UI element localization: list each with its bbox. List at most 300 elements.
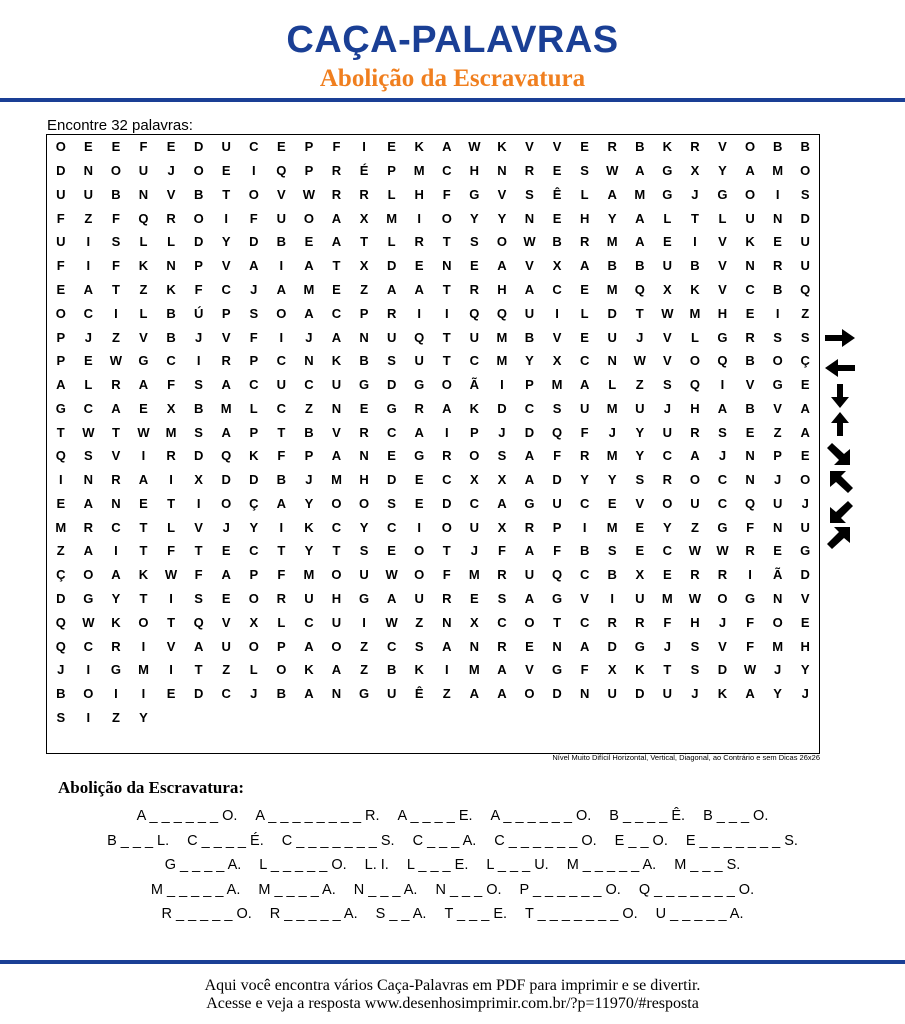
- grid-cell: C: [249, 543, 259, 559]
- grid-cell: U: [800, 234, 810, 250]
- grid-cell: Y: [221, 234, 231, 250]
- grid-cell: S: [194, 590, 203, 606]
- grid-cell: S: [497, 448, 507, 464]
- grid-cell: T: [139, 519, 148, 535]
- hint-word: L. I.: [364, 857, 389, 874]
- grid-cell: X: [194, 472, 203, 488]
- grid-cell: O: [717, 590, 728, 606]
- grid-cell: E: [139, 495, 148, 511]
- grid-cell: E: [387, 543, 396, 559]
- grid-cell: W: [688, 543, 702, 559]
- grid-cell: Y: [663, 519, 672, 535]
- grid-cell: Z: [111, 329, 120, 345]
- grid-cell: E: [359, 400, 369, 416]
- arrow-down-right-icon: [822, 440, 858, 468]
- grid-cell: N: [359, 448, 369, 464]
- grid-cell: F: [277, 567, 286, 583]
- grid-cell: D: [221, 472, 231, 488]
- grid-cell: B: [607, 258, 617, 274]
- grid-cell: E: [332, 281, 341, 297]
- arrow-up-icon: [822, 410, 858, 438]
- grid-cell: W: [302, 186, 316, 202]
- grid-cell: E: [580, 329, 589, 345]
- grid-cell: T: [277, 424, 286, 440]
- grid-cell: A: [524, 281, 535, 297]
- grid-cell: U: [607, 686, 617, 702]
- grid-cell: A: [414, 424, 424, 440]
- grid-cell: J: [774, 662, 782, 678]
- grid-cell: I: [279, 519, 284, 535]
- grid-cell: C: [83, 638, 94, 654]
- grid-cell: G: [552, 590, 563, 606]
- hint-word: L _ _ _ U.: [486, 857, 549, 874]
- grid-cell: W: [743, 662, 757, 678]
- grid-cell: E: [414, 258, 424, 274]
- grid-cell: U: [414, 590, 424, 606]
- grid-cell: R: [331, 186, 342, 202]
- grid-cell: H: [497, 281, 507, 297]
- grid-cell: I: [86, 662, 91, 678]
- hint-word: P _ _ _ _ _ _ O.: [519, 881, 621, 898]
- grid-cell: A: [469, 686, 480, 702]
- hint-word: Q _ _ _ _ _ _ _ O.: [638, 881, 755, 898]
- grid-cell: Q: [634, 281, 645, 297]
- grid-cell: B: [276, 686, 287, 702]
- grid-cell: M: [220, 400, 232, 416]
- grid-cell: M: [331, 472, 342, 488]
- grid-cell: A: [386, 281, 397, 297]
- grid-cell: R: [111, 377, 121, 393]
- grid-cell: R: [607, 614, 617, 630]
- grid-cell: P: [304, 448, 314, 464]
- hint-line: [40, 902, 865, 927]
- grid-cell: I: [196, 495, 201, 511]
- hint-word: C _ _ _ A.: [412, 832, 477, 849]
- grid-cell: O: [55, 139, 66, 155]
- grid-cell: J: [470, 543, 478, 559]
- grid-cell: G: [745, 590, 756, 606]
- grid-cell: I: [86, 234, 91, 250]
- grid-cell: O: [331, 495, 342, 511]
- grid-cell: C: [717, 495, 728, 511]
- grid-cell: G: [717, 186, 728, 202]
- grid-cell: E: [580, 139, 589, 155]
- grid-cell: D: [193, 686, 204, 702]
- grid-cell: E: [414, 472, 424, 488]
- grid-cell: Y: [249, 519, 259, 535]
- grid-cell: G: [469, 186, 480, 202]
- grid-cell: I: [141, 638, 146, 654]
- grid-cell: G: [55, 400, 66, 416]
- grid-cell: N: [331, 686, 342, 702]
- grid-cell: I: [582, 519, 587, 535]
- grid-cell: G: [359, 686, 370, 702]
- grid-cell: I: [417, 210, 422, 226]
- grid-cell: X: [497, 519, 507, 535]
- grid-cell: N: [83, 472, 94, 488]
- grid-cell: H: [414, 186, 424, 202]
- grid-cell: P: [249, 567, 259, 583]
- grid-cell: X: [497, 472, 507, 488]
- grid-cell: O: [469, 448, 480, 464]
- grid-cell: A: [524, 472, 535, 488]
- grid-cell: V: [718, 638, 727, 654]
- grid-cell: D: [386, 258, 397, 274]
- grid-cell: E: [773, 234, 782, 250]
- grid-cell: W: [137, 424, 150, 440]
- hint-line: [40, 804, 865, 829]
- grid-cell: V: [552, 329, 562, 345]
- grid-cell: O: [524, 686, 535, 702]
- footer-line-1: Aqui você encontra vários Caça-Palavras em PDF para imprimir e se divertir.: [204, 977, 701, 994]
- grid-cell: N: [331, 400, 342, 416]
- grid-cell: N: [607, 353, 617, 369]
- grid-cell: T: [139, 543, 148, 559]
- hint-word: C _ _ _ _ _ _ O.: [494, 832, 597, 849]
- hint-word: N _ _ _ O.: [435, 881, 502, 898]
- grid-cell: A: [442, 638, 452, 654]
- grid-cell: I: [362, 614, 366, 630]
- grid-cell: B: [745, 353, 755, 369]
- grid-cell: B: [772, 281, 783, 297]
- grid-cell: N: [772, 590, 783, 606]
- hint-word: L _ _ _ E.: [406, 857, 469, 874]
- grid-cell: A: [221, 377, 231, 393]
- grid-cell: B: [111, 186, 121, 202]
- grid-cell: A: [331, 662, 342, 678]
- hint-word: M _ _ _ S.: [674, 857, 741, 874]
- grid-cell: K: [138, 258, 149, 274]
- grid-cell: T: [56, 424, 65, 440]
- grid-cell: O: [193, 163, 204, 179]
- grid-cell: Z: [773, 424, 782, 440]
- grid-cell: V: [166, 638, 176, 654]
- grid-cell: J: [305, 329, 313, 345]
- grid-cell: M: [606, 519, 618, 535]
- grid-cell: X: [552, 353, 562, 369]
- grid-cell: W: [82, 424, 95, 440]
- grid-cell: X: [470, 614, 479, 630]
- grid-cell: B: [166, 329, 176, 345]
- grid-cell: Ã: [772, 567, 783, 583]
- grid-cell: I: [224, 210, 229, 226]
- grid-cell: M: [772, 638, 784, 654]
- grid-cell: R: [359, 424, 369, 440]
- grid-cell: C: [662, 543, 673, 559]
- hint-word: M _ _ _ _ _ A.: [566, 857, 657, 874]
- grid-cell: T: [663, 662, 672, 678]
- grid-cell: U: [469, 329, 480, 345]
- grid-cell: R: [442, 590, 452, 606]
- grid-cell: E: [84, 353, 93, 369]
- grid-cell: G: [359, 590, 370, 606]
- grid-cell: M: [772, 163, 784, 179]
- grid-cell: X: [552, 258, 562, 274]
- grid-cell: I: [417, 519, 422, 535]
- grid-cell: B: [359, 353, 369, 369]
- grid-cell: S: [387, 353, 396, 369]
- grid-cell: R: [635, 614, 645, 630]
- arrow-down-left-icon: [822, 498, 858, 526]
- grid-cell: C: [552, 281, 562, 297]
- grid-cell: B: [635, 139, 645, 155]
- grid-cell: H: [331, 590, 342, 606]
- grid-cell: O: [800, 472, 811, 488]
- grid-cell: R: [221, 353, 231, 369]
- grid-cell: I: [196, 353, 201, 369]
- grid-cell: U: [56, 234, 66, 250]
- grid-cell: I: [58, 472, 63, 488]
- grid-cell: J: [691, 186, 699, 202]
- word-search-grid: [46, 134, 820, 754]
- grid-cell: O: [441, 210, 452, 226]
- grid-cell: R: [524, 163, 535, 179]
- grid-cell: Y: [304, 495, 314, 511]
- grid-cell: I: [500, 377, 504, 393]
- grid-cell: M: [606, 281, 618, 297]
- grid-cell: E: [111, 139, 121, 155]
- grid-cell: A: [221, 424, 231, 440]
- grid-cell: Q: [55, 614, 66, 630]
- grid-cell: V: [663, 329, 672, 345]
- grid-cell: J: [663, 400, 671, 416]
- grid-cell: H: [717, 305, 728, 321]
- hint-word: C _ _ _ _ É.: [187, 832, 264, 849]
- grid-cell: I: [114, 543, 118, 559]
- grid-cell: C: [524, 400, 535, 416]
- grid-cell: E: [470, 590, 479, 606]
- grid-cell: A: [138, 377, 149, 393]
- hint-word: E _ _ _ _ _ _ _ S.: [685, 832, 798, 849]
- grid-cell: V: [718, 258, 727, 274]
- grid-cell: I: [775, 186, 780, 202]
- grid-cell: E: [525, 638, 534, 654]
- grid-cell: V: [525, 662, 534, 678]
- grid-cell: C: [249, 139, 259, 155]
- grid-cell: O: [248, 590, 259, 606]
- grid-cell: I: [169, 590, 173, 606]
- grid-cell: K: [717, 686, 728, 702]
- grid-cell: E: [221, 590, 231, 606]
- grid-cell: K: [304, 662, 314, 678]
- grid-cell: G: [359, 377, 370, 393]
- grid-cell: A: [386, 590, 397, 606]
- grid-cell: R: [745, 329, 755, 345]
- hint-word: B _ _ _ _ Ê.: [609, 808, 686, 825]
- grid-cell: O: [248, 638, 259, 654]
- grid-cell: U: [276, 377, 287, 393]
- grid-cell: A: [249, 258, 259, 274]
- grid-cell: C: [331, 305, 342, 321]
- grid-cell: M: [138, 662, 149, 678]
- grid-cell: A: [331, 210, 342, 226]
- grid-cell: O: [662, 495, 673, 511]
- grid-cell: A: [497, 686, 507, 702]
- grid-cell: S: [470, 234, 479, 250]
- grid-cell: U: [83, 186, 94, 202]
- grid-cell: V: [635, 495, 645, 511]
- grid-cell: T: [442, 353, 451, 369]
- grid-cell: V: [525, 258, 534, 274]
- grid-cell: W: [109, 353, 123, 369]
- grid-cell: T: [442, 329, 451, 345]
- grid-cell: S: [194, 377, 203, 393]
- grid-cell: O: [772, 614, 783, 630]
- grid-cell: E: [166, 686, 176, 702]
- grid-cell: J: [718, 448, 727, 464]
- grid-cell: E: [166, 139, 176, 155]
- grid-cell: T: [167, 495, 176, 511]
- grid-cell: E: [304, 234, 314, 250]
- grid-cell: R: [497, 567, 507, 583]
- grid-cell: R: [414, 400, 424, 416]
- grid-cell: O: [276, 662, 287, 678]
- grid-cell: D: [524, 424, 535, 440]
- grid-cell: N: [772, 210, 783, 226]
- grid-cell: I: [86, 258, 91, 274]
- grid-cell: E: [84, 139, 93, 155]
- grid-cell: R: [772, 258, 783, 274]
- grid-cell: M: [468, 567, 480, 583]
- grid-cell: S: [635, 472, 645, 488]
- page-title: CAÇA-PALAVRAS: [286, 19, 619, 61]
- grid-cell: Z: [84, 210, 93, 226]
- grid-cell: O: [331, 638, 342, 654]
- grid-cell: D: [800, 210, 810, 226]
- grid-cell: E: [139, 400, 148, 416]
- hint-word: R _ _ _ _ _ O.: [161, 906, 252, 923]
- instruction-text: Encontre 32 palavras:: [47, 117, 193, 134]
- grid-cell: Y: [111, 590, 121, 606]
- grid-cell: D: [249, 234, 259, 250]
- footer-line-2: Acesse e veja a resposta www.desenhosimprimir.com.br/?p=11970/#resposta: [206, 995, 699, 1012]
- hint-word: S _ _ A.: [375, 906, 427, 923]
- grid-cell: I: [417, 305, 422, 321]
- grid-cell: P: [304, 139, 314, 155]
- grid-cell: O: [83, 567, 94, 583]
- grid-cell: A: [800, 400, 810, 416]
- grid-cell: Y: [470, 210, 479, 226]
- grid-cell: V: [552, 139, 562, 155]
- grid-cell: H: [690, 614, 700, 630]
- grid-cell: V: [497, 186, 507, 202]
- hint-word: A _ _ _ _ E.: [397, 808, 473, 825]
- grid-cell: A: [524, 590, 535, 606]
- grid-cell: A: [690, 448, 700, 464]
- grid-cell: T: [139, 590, 148, 606]
- grid-cell: U: [635, 590, 645, 606]
- grid-cell: E: [580, 281, 589, 297]
- top-divider: [0, 98, 905, 102]
- grid-cell: A: [635, 234, 645, 250]
- grid-cell: C: [221, 686, 231, 702]
- grid-cell: O: [303, 210, 314, 226]
- grid-cell: G: [662, 186, 673, 202]
- grid-cell: N: [497, 163, 507, 179]
- grid-cell: E: [470, 258, 479, 274]
- grid-cell: Y: [139, 709, 148, 725]
- hint-word: L _ _ _ _ _ O.: [259, 857, 347, 874]
- hint-word: M _ _ _ _ A.: [258, 881, 336, 898]
- grid-cell: K: [745, 234, 755, 250]
- grid-cell: D: [56, 163, 66, 179]
- grid-cell: R: [745, 543, 755, 559]
- grid-cell: U: [524, 567, 535, 583]
- grid-cell: F: [139, 139, 148, 155]
- grid-cell: P: [249, 424, 259, 440]
- grid-cell: U: [359, 567, 369, 583]
- grid-cell: A: [635, 163, 645, 179]
- grid-cell: Y: [359, 519, 369, 535]
- grid-cell: C: [442, 472, 452, 488]
- grid-cell: J: [801, 495, 809, 511]
- grid-cell: C: [662, 448, 673, 464]
- grid-cell: C: [221, 281, 231, 297]
- grid-cell: V: [221, 258, 231, 274]
- grid-cell: N: [359, 329, 369, 345]
- grid-cell: V: [332, 424, 341, 440]
- grid-cell: L: [690, 329, 699, 345]
- grid-cell: V: [718, 281, 727, 297]
- grid-cell: R: [111, 638, 121, 654]
- hint-word: T _ _ _ E.: [444, 906, 508, 923]
- grid-cell: M: [496, 353, 508, 369]
- grid-cell: S: [414, 638, 424, 654]
- grid-cell: J: [663, 638, 671, 654]
- grid-cell: T: [111, 424, 120, 440]
- grid-cell: P: [773, 448, 782, 464]
- grid-cell: C: [276, 400, 287, 416]
- grid-cell: R: [662, 472, 673, 488]
- grid-cell: L: [608, 377, 617, 393]
- grid-cell: Q: [469, 305, 480, 321]
- grid-cell: B: [745, 400, 755, 416]
- grid-cell: E: [552, 163, 562, 179]
- grid-cell: S: [773, 329, 782, 345]
- grid-cell: X: [359, 258, 369, 274]
- grid-cell: N: [524, 210, 535, 226]
- grid-cell: B: [552, 234, 562, 250]
- grid-cell: F: [194, 281, 203, 297]
- grid-cell: L: [84, 377, 93, 393]
- grid-cell: U: [579, 400, 590, 416]
- hint-word: N _ _ _ A.: [353, 881, 418, 898]
- grid-cell: U: [331, 614, 342, 630]
- bottom-divider: [0, 960, 905, 964]
- grid-cell: C: [111, 519, 121, 535]
- grid-cell: P: [249, 353, 259, 369]
- grid-cell: P: [277, 638, 286, 654]
- grid-cell: P: [304, 163, 314, 179]
- grid-cell: Ç: [56, 567, 66, 583]
- grid-cell: N: [138, 186, 149, 202]
- difficulty-note: Nível Muito Difícil Horizontal, Vertical, Diagonal, ao Contrário e sem Dicas 26x26: [552, 753, 820, 762]
- grid-cell: I: [444, 662, 449, 678]
- grid-cell: W: [385, 567, 398, 583]
- hint-word: U _ _ _ _ _ A.: [655, 906, 744, 923]
- grid-cell: A: [304, 305, 314, 321]
- grid-cell: F: [580, 662, 589, 678]
- grid-cell: Y: [580, 472, 589, 488]
- grid-cell: Q: [276, 163, 287, 179]
- grid-cell: A: [524, 543, 535, 559]
- grid-cell: L: [249, 400, 258, 416]
- grid-cell: E: [607, 495, 617, 511]
- grid-cell: B: [276, 234, 287, 250]
- grid-cell: J: [718, 614, 727, 630]
- grid-cell: S: [194, 424, 203, 440]
- grid-cell: P: [56, 329, 66, 345]
